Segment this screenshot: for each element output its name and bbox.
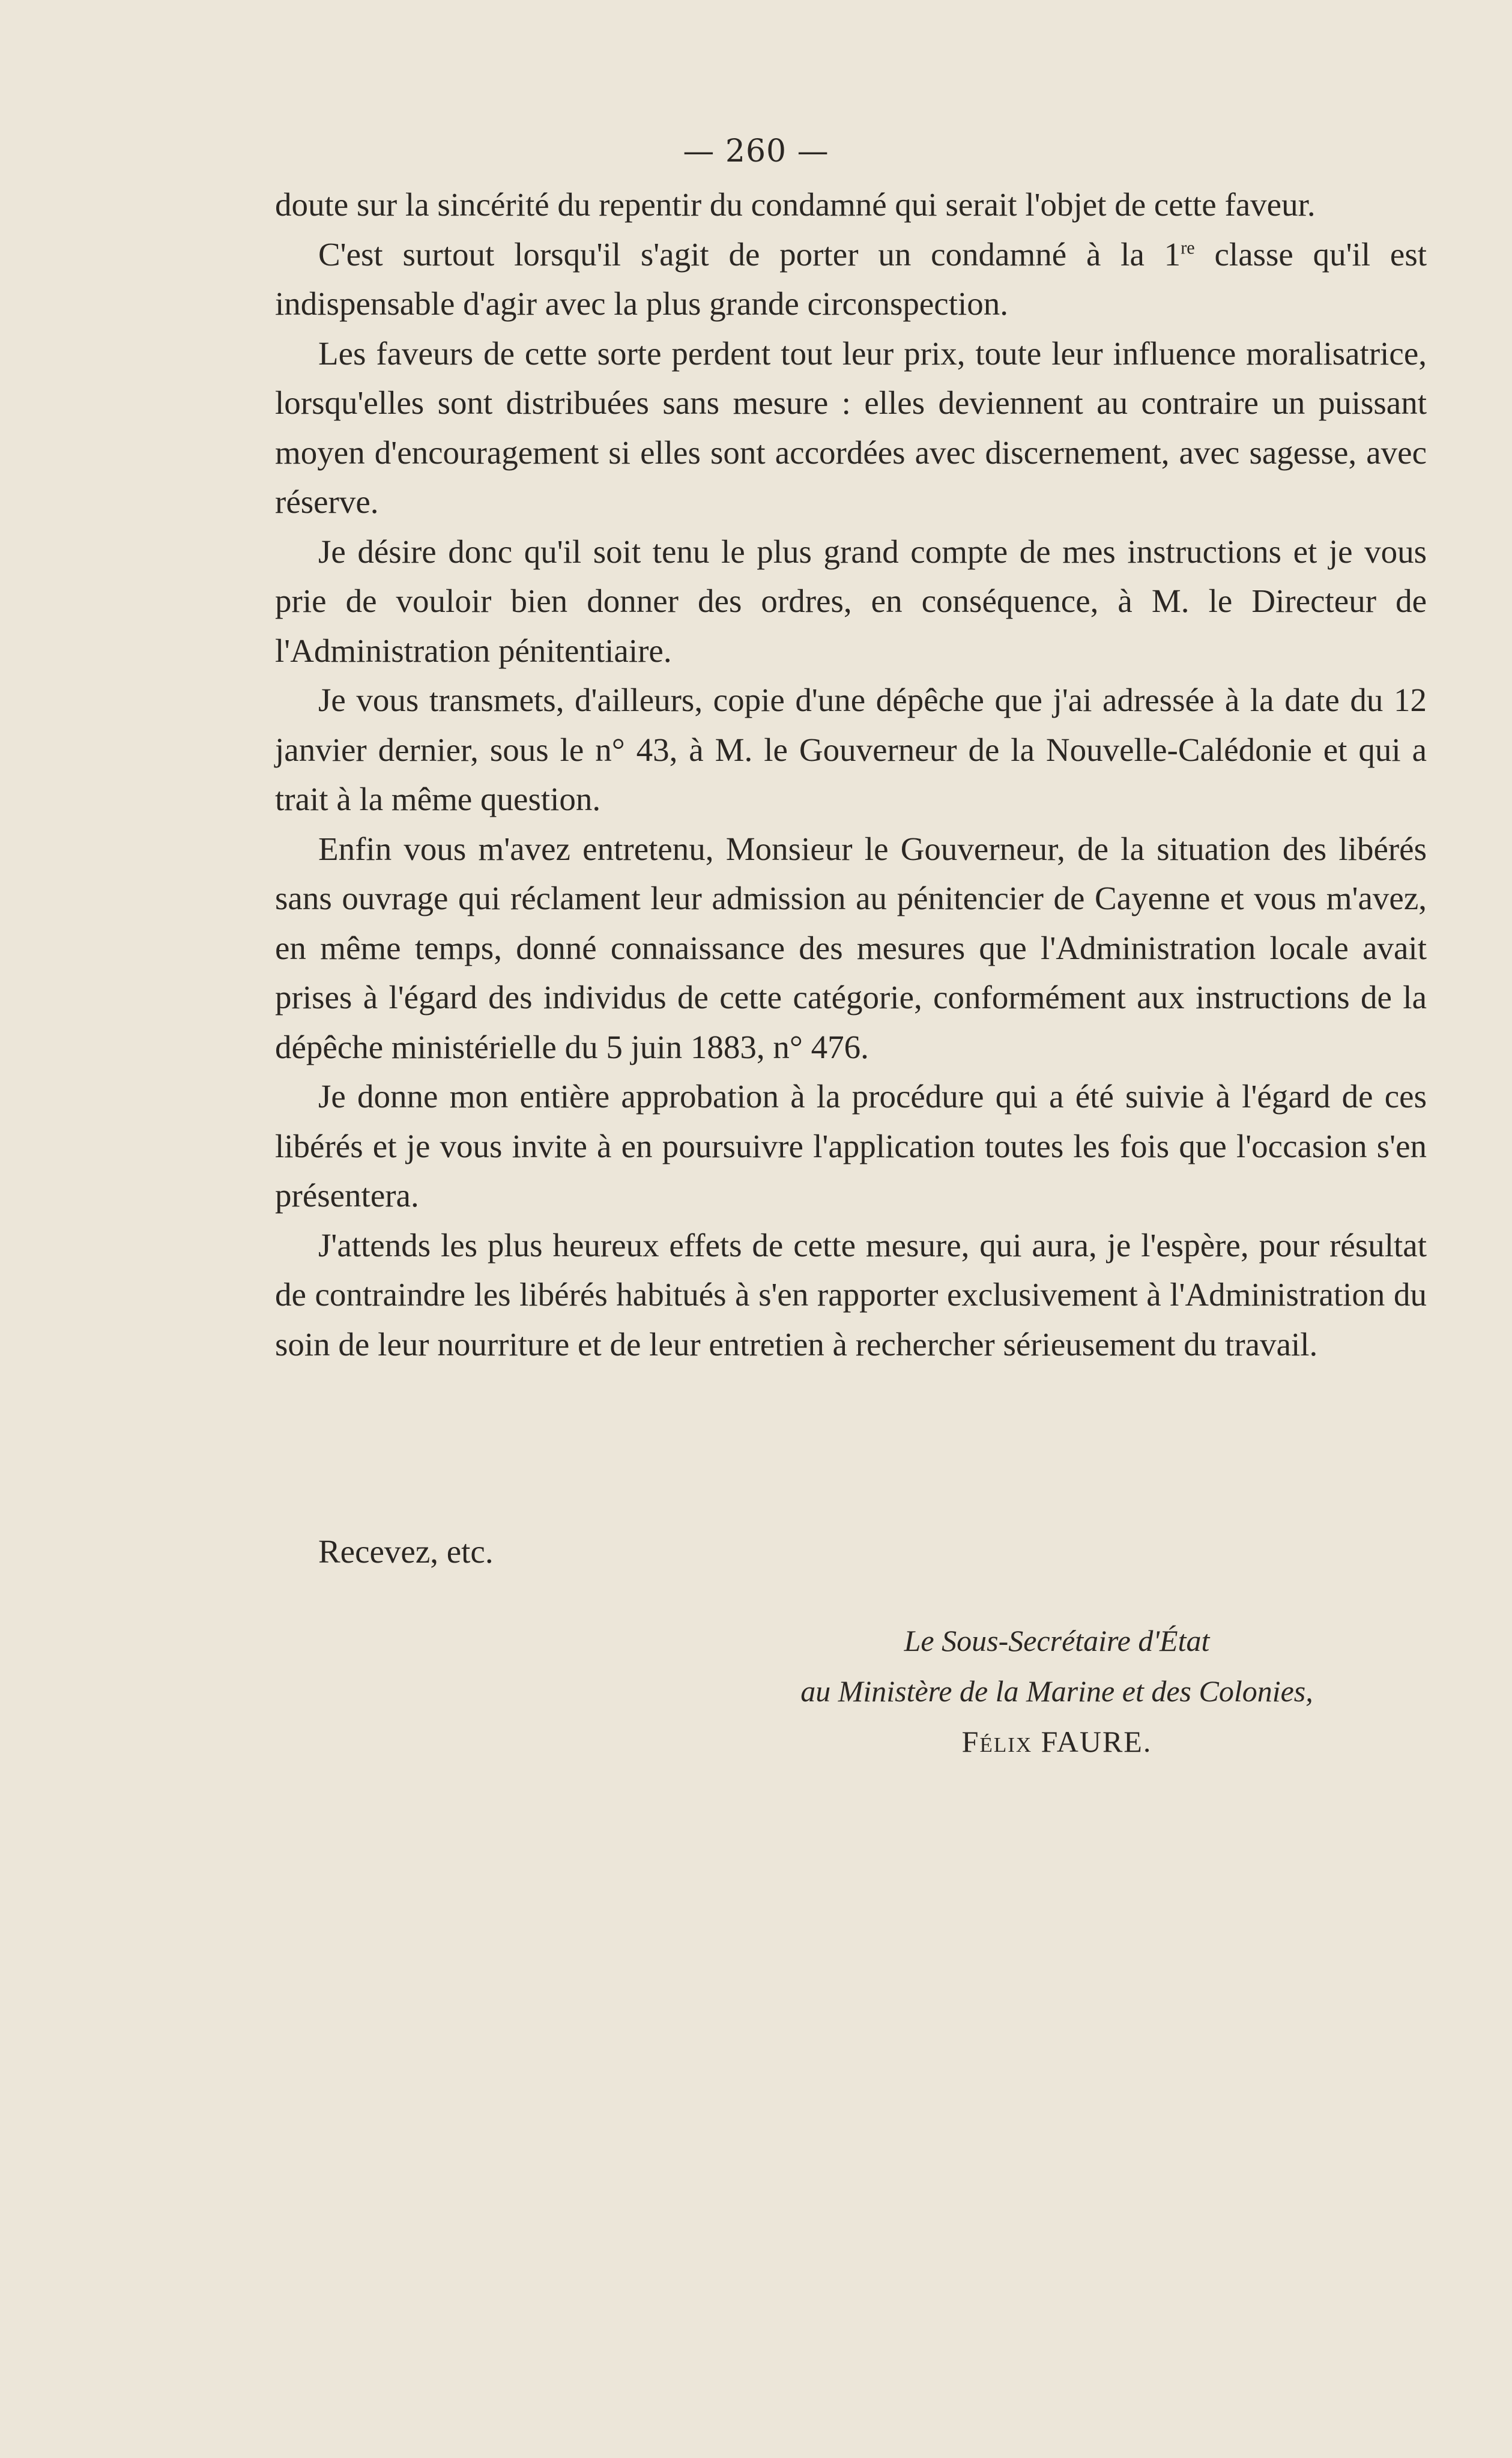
paragraph: Je donne mon entière approbation à la procédure qui a été suivie à l'égard de ces libérés et je vous invite à en poursuivre l'application toutes les fois que l'occasion s'en présentera. [275, 1078, 1427, 1214]
letter-body [275, 180, 1427, 1369]
paragraph-text: C'est surtout lorsqu'il s'agit de porter un condamné à la 1 [318, 235, 1181, 273]
paragraph: Je désire donc qu'il soit tenu le plus grand compte de mes instructions et je vous prie de vouloir bien donner des ordres, en conséquence, à M. le Directeur de l'Administration pénitentiaire. [275, 533, 1427, 669]
paragraph-continuation: doute sur la sincérité du repentir du condamné qui serait l'objet de cette faveur. [275, 186, 1316, 223]
ordinal-superscript: re [1181, 237, 1195, 258]
paragraph [275, 230, 1427, 329]
paragraph: Je vous transmets, d'ailleurs, copie d'une dépêche que j'ai adressée à la date du 12 janvier dernier, sous le n° 43, à M. le Gouverneur de la Nouvelle-Calédonie et qui a trait à la même question. [275, 682, 1427, 817]
paragraph: Les faveurs de cette sorte perdent tout leur prix, toute leur influence moralisatrice, lorsqu'elles sont distribuées sans mesure : elles deviennent au contraire un puissant moyen d'encouragement si elles sont accordées avec discernement, avec sagesse, avec réserve. [275, 334, 1427, 520]
signatory-title: Le Sous-Secrétaire d'État [904, 1624, 1210, 1657]
paragraph: J'attends les plus heureux effets de cette mesure, qui aura, je l'espère, pour résultat de contraindre les libérés habitués à s'en rapporter exclusivement à l'Administration du soin de leur nourriture et de leur entretien à rechercher sérieusement du travail. [275, 1226, 1427, 1363]
signatory-name: Félix FAURE. [961, 1725, 1152, 1758]
page-number: — 260 — [683, 133, 829, 169]
signature-block [721, 1615, 1393, 1767]
signatory-ministry: au Ministère de la Marine et des Colonies, [800, 1674, 1313, 1708]
paragraph-text: classe qu'il est indispensable d'agir avec la plus grande circonspection. [275, 235, 1427, 322]
closing-formula: Recevez, etc. [318, 1533, 494, 1570]
paragraph: Enfin vous m'avez entretenu, Monsieur le Gouverneur, de la situation des libérés sans ouvrage qui réclament leur admission au pénitencier de Cayenne et vous m'avez, en même temps, donné connaissance des mesures que l'Administration locale avait prises à l'égard des individus de cette catégorie, conformément aux instructions de la dépêche ministérielle du 5 juin 1883, n° 476. [275, 830, 1427, 1065]
